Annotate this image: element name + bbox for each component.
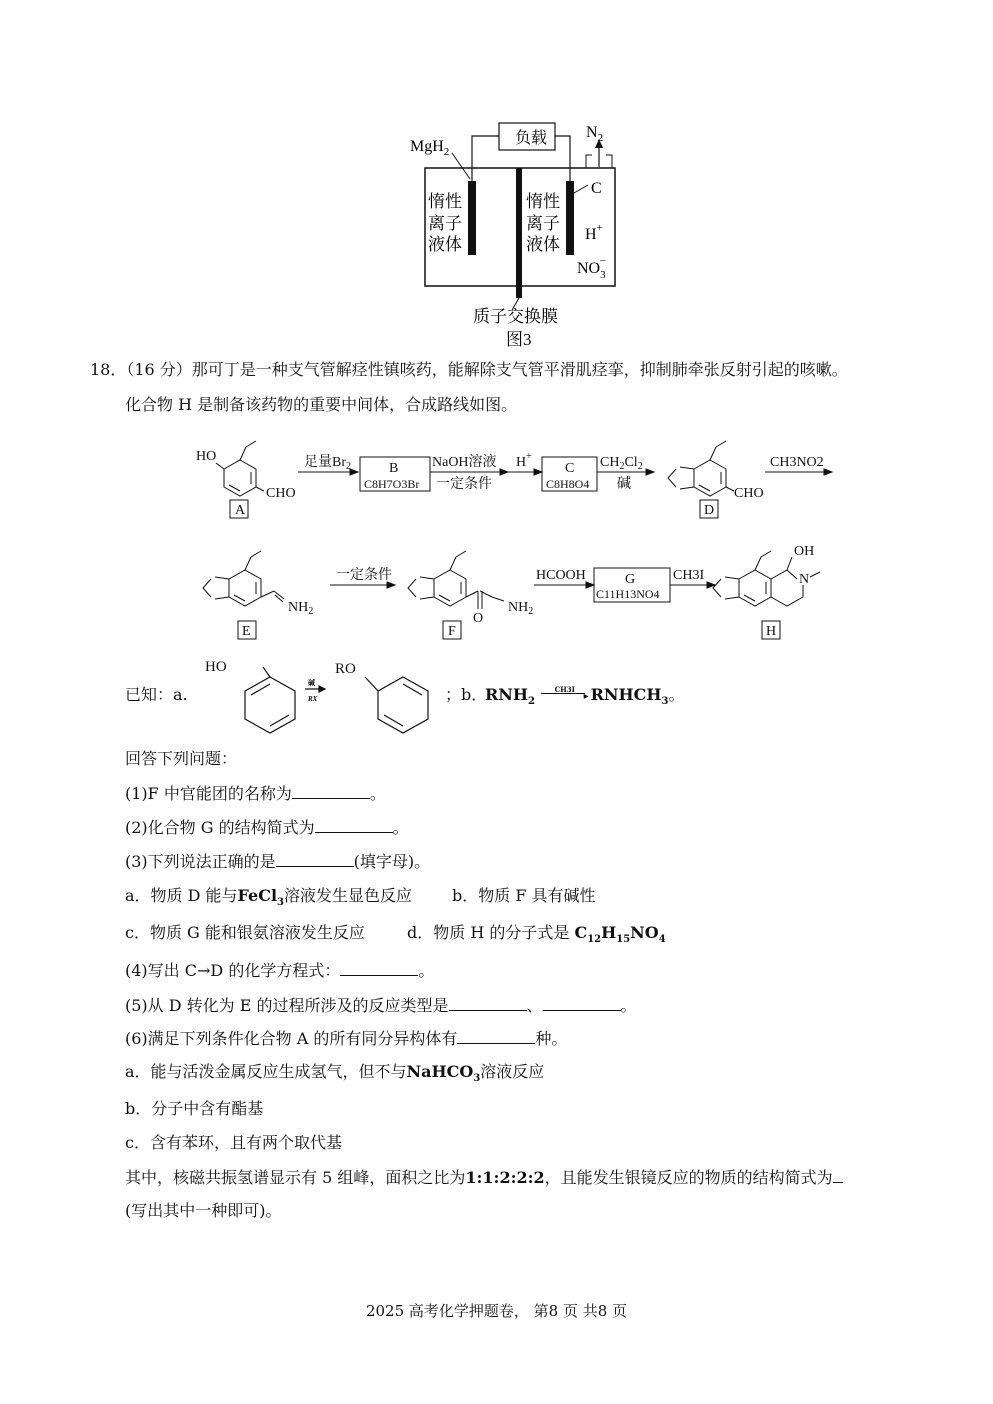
- svg-text:H: H: [766, 624, 777, 639]
- svg-text:HO: HO: [196, 449, 217, 464]
- svg-text:离子: 离子: [526, 214, 560, 233]
- svg-text:C11H13NO4: C11H13NO4: [596, 587, 660, 601]
- page-footer: 2025 高考化学押题卷， 第8 页 共8 页: [365, 1302, 628, 1320]
- synthesis-route-scheme: [180, 425, 840, 650]
- question-4: (4)写出 C→D 的化学方程式： 。: [125, 961, 435, 980]
- svg-text:质子交换膜: 质子交换膜: [473, 307, 558, 326]
- answer-blank-3[interactable]: [276, 851, 354, 867]
- answer-blank-6[interactable]: [457, 1028, 535, 1044]
- question-3: (3)下列说法正确的是 (填字母)。: [125, 852, 431, 871]
- svg-text:NO3−: $NO_3-$: [577, 255, 606, 281]
- question-6-condition-c: c．含有苯环，且有两个取代基: [125, 1133, 342, 1152]
- proton-exchange-membrane: [516, 168, 522, 298]
- svg-text:液体: 液体: [526, 235, 560, 254]
- svg-text:CHO: CHO: [734, 486, 764, 501]
- q18-line-1: 18．（16 分）那可丁是一种支气管解痉性镇咳药，能解除支气管平滑肌痉挛，抑制肺牵张反射引起的咳嗽。: [90, 360, 848, 379]
- compound-D-structure: [668, 441, 734, 496]
- question-6-final: 其中，核磁共振氢谱显示有 5 组峰，面积之比为1:1:2:2:2，且能发生银镜反应的物质的结构简式为: [125, 1167, 843, 1188]
- question-3-option-d: d．物质 H 的分子式是 $C_{12}H_{15}NO_4$: [407, 923, 666, 946]
- svg-text:RX: RX: [308, 695, 318, 703]
- svg-text:足量Br2: 足量$Br_2$: [304, 455, 351, 472]
- left-electrode: [468, 181, 476, 255]
- question-3-option-a: a．物质 D 能与FeCl$_3$溶液发生显色反应: [125, 886, 413, 909]
- question-6-condition-b: b．分子中含有酯基: [125, 1099, 264, 1118]
- svg-text:负载: 负载: [515, 130, 548, 147]
- svg-text:RO: RO: [335, 661, 356, 677]
- svg-text:G: G: [625, 572, 636, 587]
- figure-3-cell-diagram: [400, 115, 630, 355]
- question-3-option-c: c．物质 G 能和银氨溶液发生反应: [125, 923, 365, 942]
- compound-F-structure: [408, 551, 504, 609]
- known-reaction-b: $RNH_2$ CH3I ▸ $RNHCH_3$。: [485, 685, 685, 708]
- answer-blank-1[interactable]: [292, 783, 370, 799]
- svg-text:CHO: CHO: [266, 486, 296, 501]
- answer-blank-5a[interactable]: [449, 995, 527, 1011]
- svg-text:F: F: [448, 624, 456, 639]
- svg-text:惰性: 惰性: [526, 192, 560, 211]
- questions-intro: 回答下列问题：: [125, 749, 238, 768]
- svg-text:O: O: [473, 611, 484, 626]
- svg-text:N: N: [799, 572, 810, 587]
- question-2: (2)化合物 G 的结构简式为 。: [125, 818, 409, 837]
- svg-text:碱: 碱: [617, 477, 631, 492]
- svg-text:惰性: 惰性: [428, 192, 462, 211]
- svg-text:E: E: [242, 624, 251, 639]
- question-3-option-b: b．物质 F 具有碱性: [452, 886, 596, 905]
- svg-text:OH: OH: [794, 544, 815, 559]
- known-reaction-a: [195, 655, 445, 735]
- answer-blank-4[interactable]: [340, 960, 418, 976]
- compound-E-structure: [203, 551, 284, 606]
- answer-blank-6b[interactable]: [833, 1167, 843, 1183]
- svg-text:图3: 图3: [506, 330, 532, 349]
- svg-text:NaOH溶液: NaOH溶液: [432, 455, 497, 470]
- svg-text:CH3NO2: CH3NO2: [770, 455, 824, 470]
- question-6-condition-a: a．能与活泼金属反应生成氢气，但不与NaHCO$_3$溶液反应: [125, 1062, 545, 1085]
- known-b-label: ；b．: [445, 685, 488, 704]
- svg-text:A: A: [235, 503, 246, 518]
- svg-text:液体: 液体: [428, 235, 462, 254]
- svg-text:N2: $N_2$: [586, 124, 604, 144]
- svg-text:B: B: [389, 461, 399, 476]
- answer-blank-2[interactable]: [315, 817, 393, 833]
- svg-text:一定条件: 一定条件: [436, 477, 492, 492]
- question-5: (5)从 D 转化为 E 的过程所涉及的反应类型是 、 。: [125, 996, 637, 1015]
- svg-text:CH2Cl2: $CH_2Cl_2$: [600, 455, 643, 472]
- svg-text:离子: 离子: [428, 214, 462, 233]
- known-prefix: 已知：a.: [125, 685, 188, 704]
- svg-text:C8H8O4: C8H8O4: [546, 477, 590, 491]
- question-1: (1)F 中官能团的名称为 。: [125, 784, 386, 803]
- svg-text:HO: HO: [205, 659, 227, 675]
- svg-text:碱: 碱: [308, 679, 315, 687]
- answer-blank-5b[interactable]: [543, 995, 621, 1011]
- svg-text:NH2: $NH_2$: [288, 600, 314, 617]
- right-electrode: [566, 181, 574, 255]
- question-6: (6)满足下列条件化合物 A 的所有同分异构体有 种。: [125, 1029, 568, 1048]
- svg-text:MgH2: MgH$_2$: [410, 138, 450, 158]
- svg-text:H+: H+: [516, 451, 532, 470]
- q18-line-2: 化合物 H 是制备该药物的重要中间体，合成路线如图。: [125, 395, 518, 414]
- svg-text:NH2: $NH_2$: [508, 600, 534, 617]
- question-6-note: (写出其中一种即可)。: [125, 1201, 282, 1220]
- compound-A-structure: [216, 441, 264, 496]
- svg-text:H+: H+: [585, 222, 603, 243]
- svg-text:C8H7O3Br: C8H7O3Br: [364, 477, 420, 491]
- svg-text:C: C: [565, 461, 575, 476]
- svg-text:CH3I: CH3I: [673, 568, 705, 583]
- svg-text:HCOOH: HCOOH: [536, 568, 586, 583]
- svg-text:C: C: [591, 180, 602, 197]
- svg-text:D: D: [704, 503, 715, 518]
- svg-text:一定条件: 一定条件: [336, 568, 392, 583]
